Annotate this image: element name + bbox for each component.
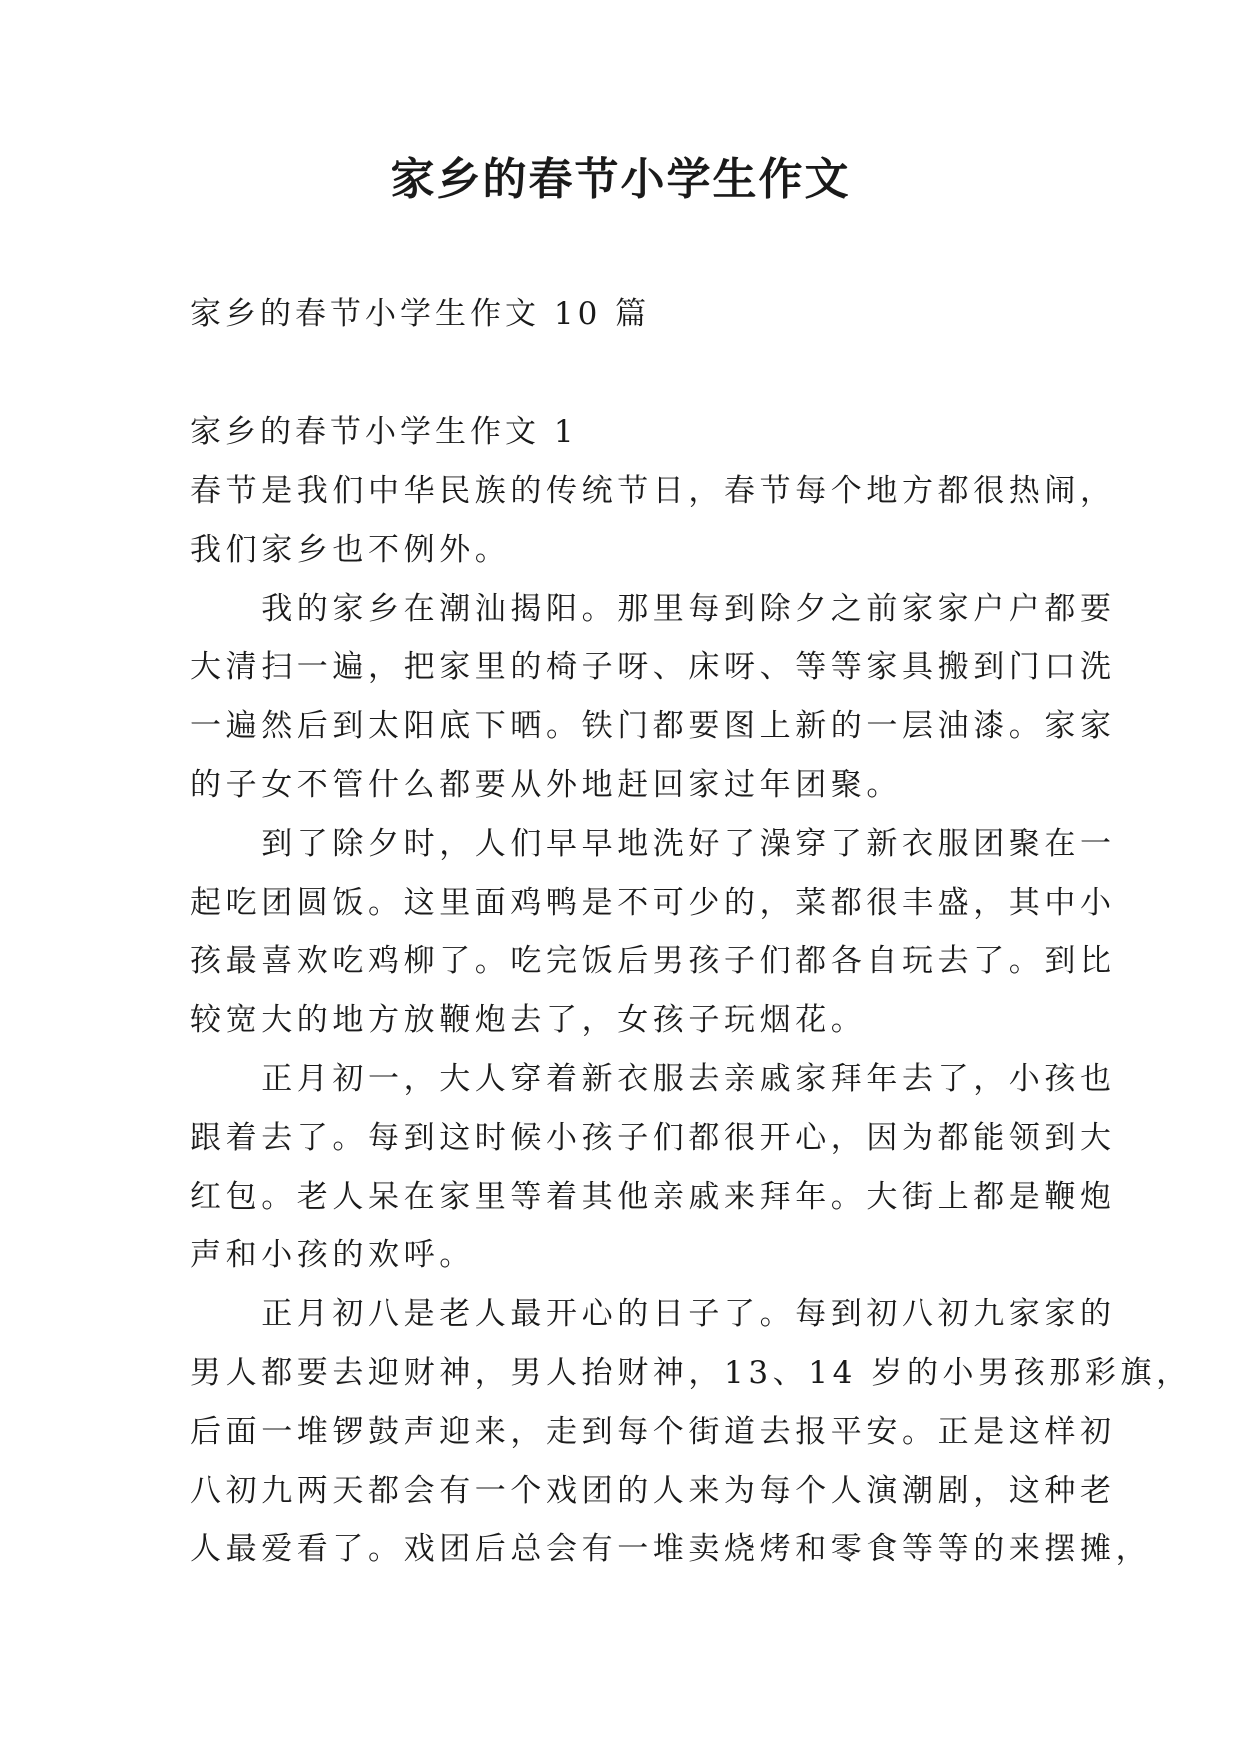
text-line: 跟着去了。每到这时候小孩子们都很开心，因为都能领到大 [190, 1119, 1116, 1156]
essay-body [190, 462, 1192, 1579]
text-line: 后面一堆锣鼓声迎来，走到每个街道去报平安。正是这样初 [190, 1413, 1116, 1450]
text-line: 春节是我们中华民族的传统节日，春节每个地方都很热闹， [190, 473, 1116, 509]
text-line: 我的家乡在潮汕揭阳。那里每到除夕之前家家户户都要 [190, 590, 1116, 627]
text-line: 较宽大的地方放鞭炮去了，女孩子玩烟花。 [190, 1002, 867, 1039]
text-line: 我们家乡也不例外。 [190, 531, 511, 568]
text-line: 男人都要去迎财神，男人抬财神，13、14 岁的小男孩那彩旗， [190, 1354, 1192, 1391]
text-line: 到了除夕时，人们早早地洗好了澡穿了新衣服团聚在一 [190, 825, 1116, 862]
text-line: 红包。老人呆在家里等着其他亲戚来拜年。大街上都是鞭炮 [190, 1178, 1116, 1215]
text-line: 大清扫一遍，把家里的椅子呀、床呀、等等家具搬到门口洗 [190, 649, 1116, 686]
text-line: 人最爱看了。戏团后总会有一堆卖烧烤和零食等等的来摆摊， [190, 1531, 1152, 1568]
text-line: 一遍然后到太阳底下晒。铁门都要图上新的一层油漆。家家 [190, 708, 1116, 745]
text-line: 正月初一，大人穿着新衣服去亲戚家拜年去了，小孩也 [190, 1060, 1116, 1097]
text-line: 八初九两天都会有一个戏团的人来为每个人演潮剧，这种老 [190, 1472, 1116, 1509]
document-subtitle: 家乡的春节小学生作文 10 篇 [190, 296, 651, 332]
text-line: 孩最喜欢吃鸡柳了。吃完饭后男孩子们都各自玩去了。到比 [190, 943, 1116, 980]
text-line: 的子女不管什么都要从外地赶回家过年团聚。 [190, 766, 902, 803]
page-title: 家乡的春节小学生作文 [390, 154, 851, 205]
text-line: 正月初八是老人最开心的日子了。每到初八初九家家的 [190, 1296, 1116, 1333]
essay-heading: 家乡的春节小学生作文 1 [190, 414, 578, 450]
text-line: 声和小孩的欢呼。 [190, 1237, 475, 1274]
text-line: 起吃团圆饭。这里面鸡鸭是不可少的，菜都很丰盛，其中小 [190, 884, 1116, 921]
